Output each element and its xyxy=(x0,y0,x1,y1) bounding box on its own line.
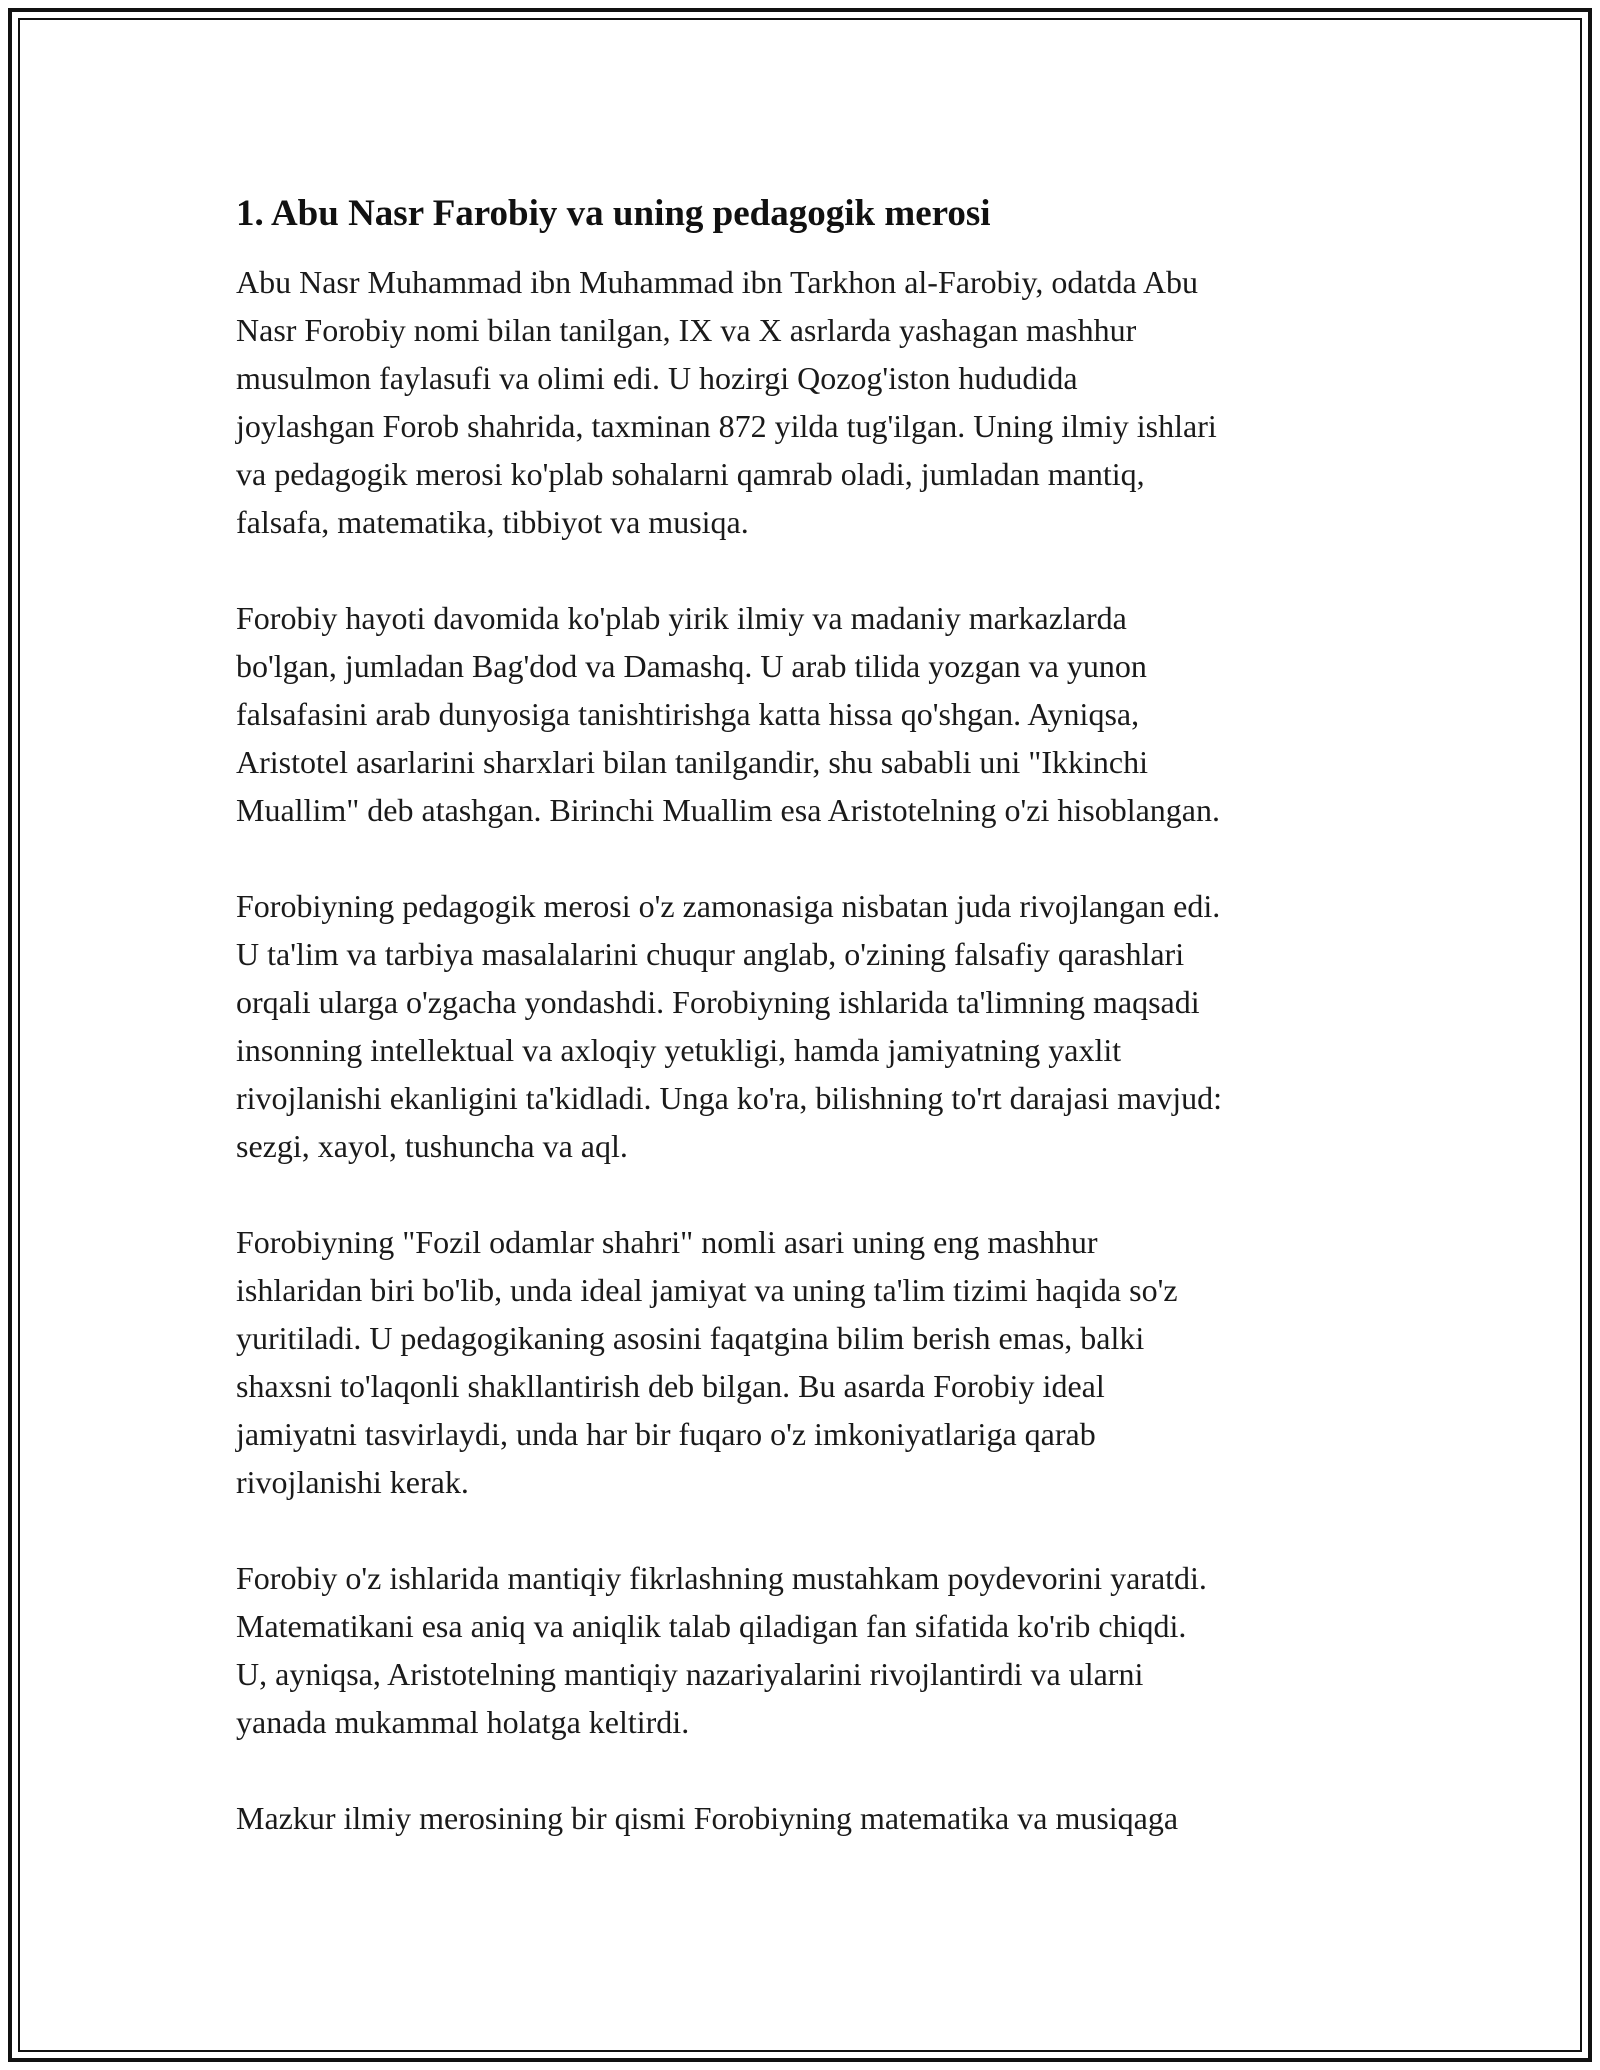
text-line: U, ayniqsa, Aristotelning mantiqiy nazariyalarini rivojlantirdi va ularni xyxy=(236,1656,1144,1692)
text-line: Nasr Forobiy nomi bilan tanilgan, IX va X asrlarda yashagan mashhur xyxy=(236,312,1137,348)
paragraph-5 xyxy=(236,1554,1376,1746)
paragraph-3 xyxy=(236,882,1376,1170)
paragraph-4 xyxy=(236,1218,1376,1506)
text-line: Aristotel asarlarini sharxlari bilan tanilgandir, shu sababli uni "Ikkinchi xyxy=(236,744,1148,780)
text-line: Matematikani esa aniq va aniqlik talab qiladigan fan sifatida ko'rib chiqdi. xyxy=(236,1608,1187,1644)
text-line: insonning intellektual va axloqiy yetukligi, hamda jamiyatning yaxlit xyxy=(236,1032,1122,1068)
text-line: Forobiyning "Fozil odamlar shahri" nomli asari uning eng mashhur xyxy=(236,1224,1098,1260)
text-line: Abu Nasr Muhammad ibn Muhammad ibn Tarkhon al-Farobiy, odatda Abu xyxy=(236,264,1199,300)
text-line: bo'lgan, jumladan Bag'dod va Damashq. U arab tilida yozgan va yunon xyxy=(236,648,1147,684)
document-body xyxy=(236,190,1376,1890)
text-line: yuritiladi. U pedagogikaning asosini faqatgina bilim berish emas, balki xyxy=(236,1320,1145,1356)
text-line: joylashgan Forob shahrida, taxminan 872 yilda tug'ilgan. Uning ilmiy ishlari xyxy=(236,408,1217,444)
text-line: ishlaridan biri bo'lib, unda ideal jamiyat va uning ta'lim tizimi haqida so'z xyxy=(236,1272,1178,1308)
text-line: jamiyatni tasvirlaydi, unda har bir fuqaro o'z imkoniyatlariga qarab xyxy=(236,1416,1096,1452)
paragraph-6 xyxy=(236,1794,1376,1842)
text-line: Forobiy hayoti davomida ko'plab yirik ilmiy va madaniy markazlarda xyxy=(236,600,1127,636)
paragraph-1 xyxy=(236,258,1376,546)
text-line: shaxsni to'laqonli shakllantirish deb bilgan. Bu asarda Forobiy ideal xyxy=(236,1368,1105,1404)
text-line: rivojlanishi ekanligini ta'kidladi. Unga ko'ra, bilishning to'rt darajasi mavjud: xyxy=(236,1080,1222,1116)
text-line: Forobiyning pedagogik merosi o'z zamonasiga nisbatan juda rivojlangan edi. xyxy=(236,888,1221,924)
text-line: sezgi, xayol, tushuncha va aql. xyxy=(236,1128,628,1164)
text-line: Mazkur ilmiy merosining bir qismi Forobiyning matematika va musiqaga xyxy=(236,1800,1179,1836)
text-line: yanada mukammal holatga keltirdi. xyxy=(236,1704,690,1740)
paragraph-2 xyxy=(236,594,1376,834)
text-line: falsafa, matematika, tibbiyot va musiqa. xyxy=(236,504,749,540)
text-line: orqali ularga o'zgacha yondashdi. Forobiyning ishlarida ta'limning maqsadi xyxy=(236,984,1200,1020)
text-line: musulmon faylasufi va olimi edi. U hozirgi Qozog'iston hududida xyxy=(236,360,1078,396)
text-line: Forobiy o'z ishlarida mantiqiy fikrlashning mustahkam poydevorini yaratdi. xyxy=(236,1560,1207,1596)
text-line: U ta'lim va tarbiya masalalarini chuqur anglab, o'zining falsafiy qarashlari xyxy=(236,936,1185,972)
text-line: Muallim" deb atashgan. Birinchi Muallim esa Aristotelning o'zi hisoblangan. xyxy=(236,792,1220,828)
text-line: rivojlanishi kerak. xyxy=(236,1464,469,1500)
section-heading: 1. Abu Nasr Farobiy va uning pedagogik merosi xyxy=(236,193,991,234)
text-line: va pedagogik merosi ko'plab sohalarni qamrab oladi, jumladan mantiq, xyxy=(236,456,1145,492)
text-line: falsafasini arab dunyosiga tanishtirishga katta hissa qo'shgan. Ayniqsa, xyxy=(236,696,1140,732)
